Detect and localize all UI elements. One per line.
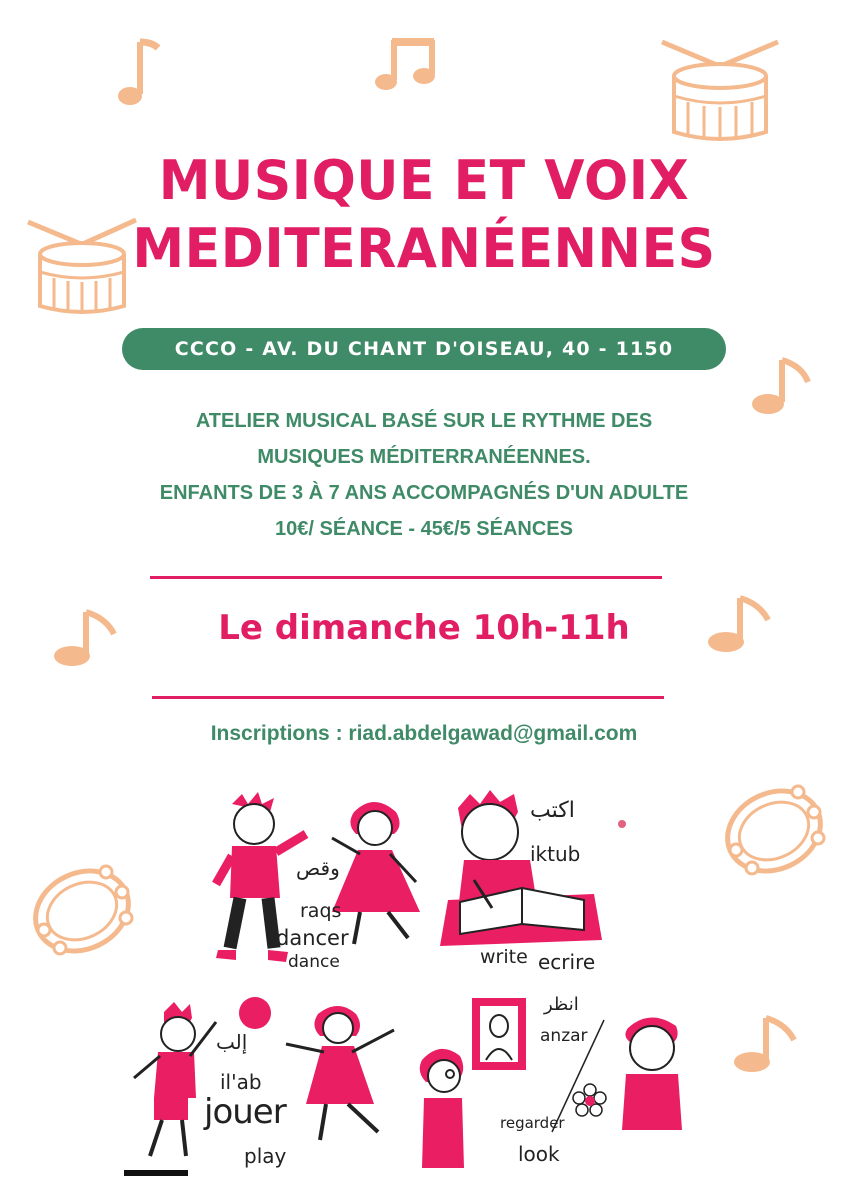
look-english: look bbox=[518, 1142, 560, 1166]
music-note-icon bbox=[112, 36, 162, 108]
dance-english: dance bbox=[288, 952, 340, 972]
dance-arabic: وقص bbox=[296, 856, 340, 880]
girl-glasses-figure bbox=[416, 1042, 472, 1174]
look-french: regarder bbox=[500, 1114, 565, 1132]
music-note-icon bbox=[748, 354, 814, 418]
double-music-note-icon bbox=[374, 34, 442, 94]
address-badge: CCCO - AV. DU CHANT D'OISEAU, 40 - 1150 BRUXELLES bbox=[122, 328, 726, 370]
play-arabic: إلب bbox=[216, 1030, 248, 1054]
dot-icon bbox=[617, 819, 627, 829]
flower-icon bbox=[570, 1080, 610, 1120]
description-line-2: MUSIQUES MÉDITERRANÉENNES. bbox=[257, 446, 591, 468]
inscriptions-contact: Inscriptions : riad.abdelgawad@gmail.com bbox=[210, 722, 638, 745]
write-french: ecrire bbox=[538, 950, 596, 974]
look-translit: anzar bbox=[540, 1026, 588, 1046]
framed-painting-icon bbox=[470, 996, 528, 1072]
tambourine-icon bbox=[718, 776, 830, 886]
title-line-1: MUSIQUE ET VOIX bbox=[158, 149, 690, 213]
write-translit: iktub bbox=[530, 842, 581, 866]
schedule-text: Le dimanche 10h-11h bbox=[218, 608, 630, 648]
look-arabic: انظر bbox=[544, 994, 579, 1015]
description-line-4: 10€/ SÉANCE - 45€/5 SÉANCES bbox=[275, 518, 573, 540]
writing-child-figure bbox=[434, 790, 614, 950]
write-arabic: اكتب bbox=[530, 798, 575, 823]
ball-icon bbox=[238, 996, 272, 1030]
jumping-boy-figure bbox=[124, 998, 224, 1176]
drum-icon bbox=[656, 34, 784, 146]
vocabulary-illustration bbox=[120, 780, 720, 1190]
write-english: write bbox=[480, 946, 528, 968]
girl-arms-out-figure bbox=[282, 1000, 402, 1150]
dance-french: dancer bbox=[276, 926, 349, 950]
play-french: jouer bbox=[204, 1092, 286, 1132]
title-line-2: MEDITERANÉENNES bbox=[132, 217, 716, 281]
divider bbox=[150, 576, 662, 579]
description-line-1: ATELIER MUSICAL BASÉ SUR LE RYTHME DES bbox=[195, 410, 653, 432]
music-note-icon bbox=[730, 1012, 800, 1076]
description-line-3: ENFANTS DE 3 À 7 ANS ACCOMPAGNÉS D'UN ADULTE bbox=[159, 482, 689, 504]
play-english: play bbox=[244, 1144, 287, 1168]
play-translit: il'ab bbox=[220, 1070, 262, 1094]
divider bbox=[152, 696, 664, 699]
boy-looking-figure bbox=[620, 1012, 684, 1132]
dance-translit: raqs bbox=[300, 900, 342, 922]
